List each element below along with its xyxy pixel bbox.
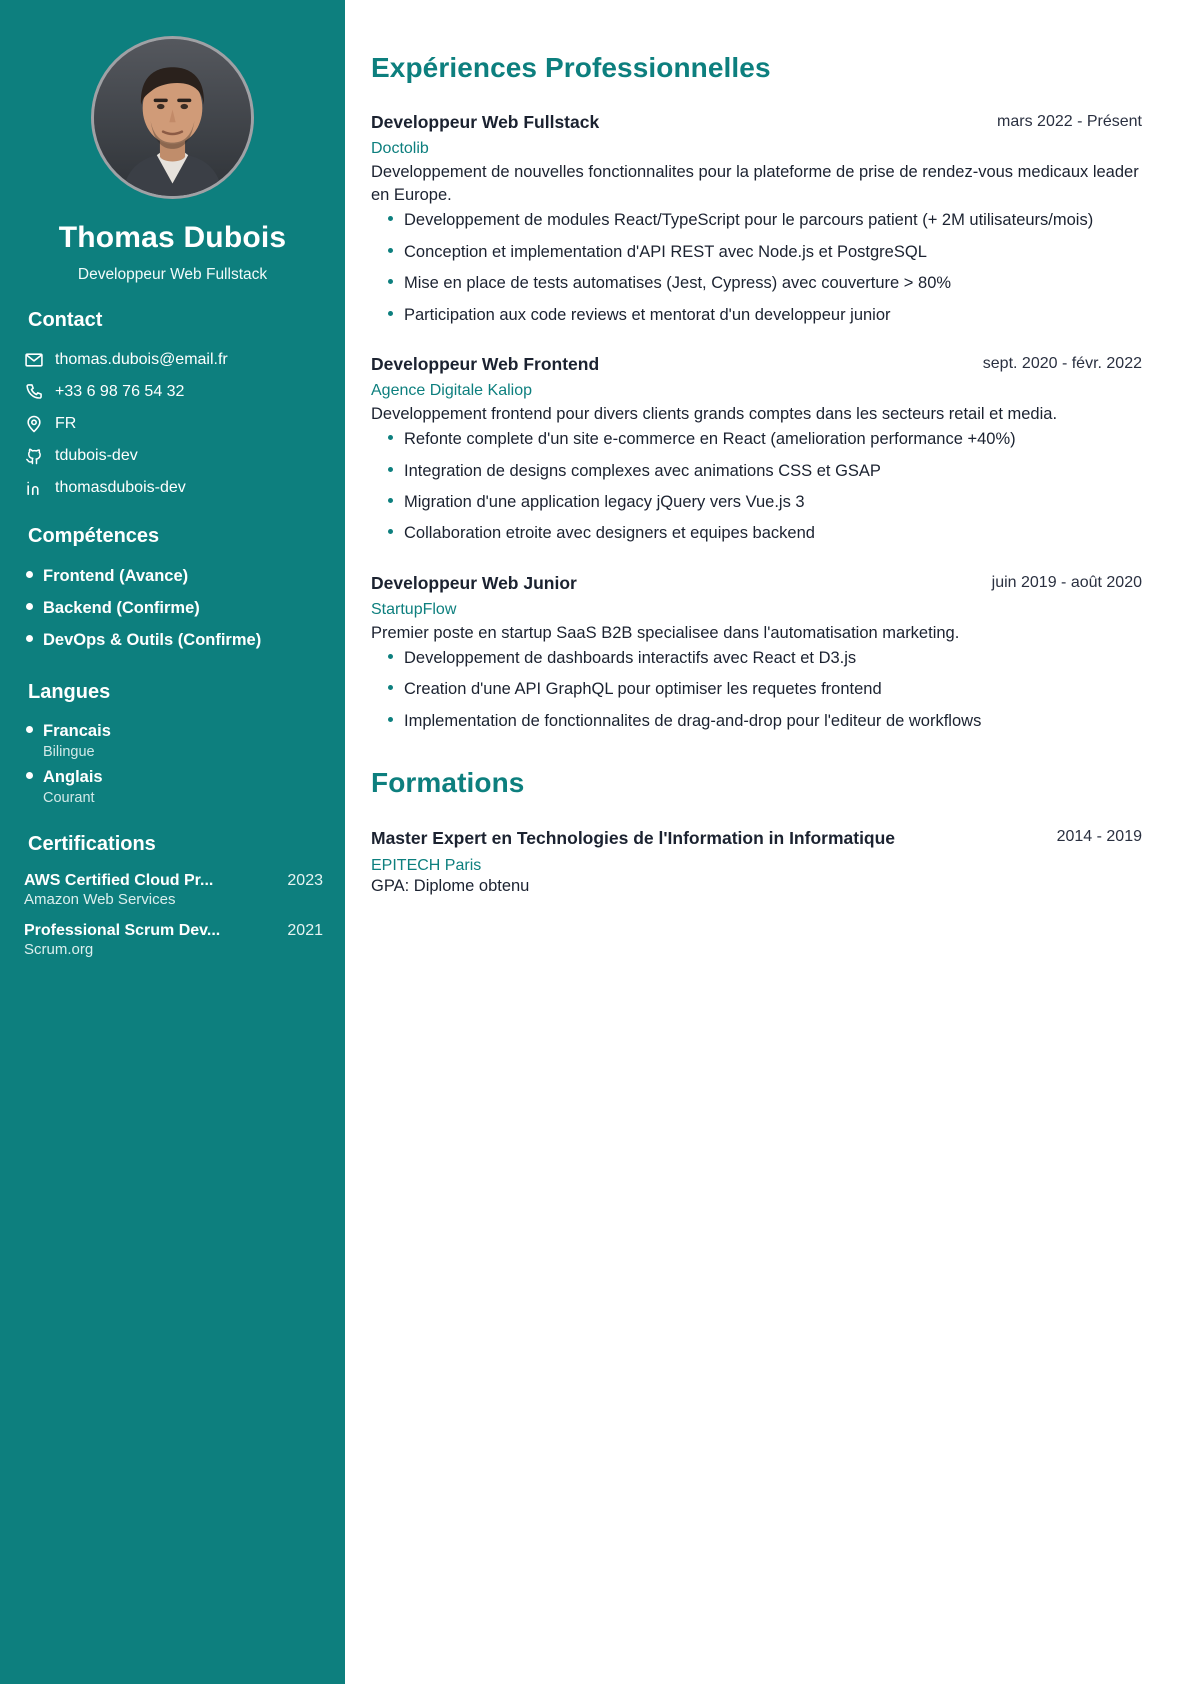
- certification-item: [22, 868, 323, 918]
- languages-heading: Langues: [28, 681, 111, 704]
- skill-label: Backend (Confirme): [43, 598, 200, 617]
- experience-bullet-list: [371, 647, 1142, 733]
- bullet-dot-icon: [26, 772, 33, 779]
- contact-item-email[interactable]: [22, 344, 323, 376]
- profile-name: Thomas Dubois: [58, 221, 287, 254]
- linkedin-icon: [24, 478, 44, 498]
- experience-date: mars 2022 - Présent: [997, 113, 1142, 130]
- experience-bullet: Conception et implementation d'API REST avec Node.js et PostgreSQL: [371, 241, 1142, 264]
- education-organization: EPITECH Paris: [371, 856, 482, 874]
- experience-organization: Doctolib: [371, 139, 429, 157]
- experience-description: Developpement frontend pour divers clients grands comptes dans les secteurs retail et media.: [371, 404, 1058, 423]
- certification-year: 2021: [287, 922, 323, 940]
- experience-date: juin 2019 - août 2020: [991, 573, 1142, 591]
- experience-bullet-list: [371, 209, 1142, 327]
- sidebar: [0, 0, 345, 1684]
- github-icon: [24, 446, 44, 466]
- certification-issuer: Scrum.org: [24, 941, 94, 959]
- profile-photo-wrap: [22, 0, 323, 199]
- contact-item-linkedin[interactable]: [22, 472, 323, 504]
- bullet-dot-icon: [26, 571, 33, 578]
- skill-item: [22, 592, 323, 624]
- skills-heading: Compétences: [28, 524, 160, 547]
- email-icon: [24, 350, 44, 370]
- certification-issuer: Amazon Web Services: [24, 891, 176, 909]
- contact-item-phone[interactable]: [22, 376, 323, 408]
- certification-name: AWS Certified Cloud Pr...: [24, 872, 214, 890]
- language-level: Bilingue: [43, 744, 95, 761]
- certification-header: [24, 872, 323, 890]
- experience-bullet: Implementation de fonctionnalites de drag-and-drop pour l'editeur de workflows: [371, 710, 1142, 733]
- education-header: [371, 826, 1142, 851]
- experience-bullet: Developpement de modules React/TypeScript pour le parcours patient (+ 2M utilisateurs/mois): [371, 209, 1142, 232]
- education-section-title: Formations: [371, 767, 525, 799]
- language-item: [22, 762, 323, 808]
- contact-item-github[interactable]: [22, 440, 323, 472]
- education-entry: [371, 826, 1142, 895]
- bullet-dot-icon: [26, 635, 33, 642]
- contact-value: thomasdubois-dev: [55, 478, 186, 496]
- phone-icon: [24, 382, 44, 402]
- skill-item: [22, 560, 323, 592]
- contact-value: +33 6 98 76 54 32: [55, 382, 185, 400]
- contact-value: FR: [55, 414, 77, 432]
- experience-organization: StartupFlow: [371, 600, 457, 618]
- education-title: Master Expert en Technologies de l'Information in Informatique: [371, 828, 896, 849]
- language-name-row: [26, 768, 323, 787]
- contact-heading: Contact: [28, 308, 103, 331]
- experience-bullet: Participation aux code reviews et mentorat d'un developpeur junior: [371, 304, 1142, 327]
- education-date: 2014 - 2019: [1056, 828, 1142, 846]
- experience-header: [371, 353, 1142, 377]
- experience-title: Developpeur Web Fullstack: [371, 112, 600, 132]
- skill-label: Frontend (Avance): [43, 566, 189, 585]
- experience-bullet-list: [371, 428, 1142, 546]
- certification-name: Professional Scrum Dev...: [24, 922, 221, 940]
- profile-role: Developpeur Web Fullstack: [77, 265, 268, 283]
- language-name: Francais: [43, 722, 111, 741]
- experience-header: [371, 111, 1142, 135]
- avatar: [91, 36, 254, 199]
- experience-description: Developpement de nouvelles fonctionnalites pour la plateforme de prise de rendez-vous medicaux leader en Europe.: [371, 162, 1139, 205]
- skill-label: DevOps & Outils (Confirme): [43, 631, 262, 650]
- experience-date: sept. 2020 - févr. 2022: [982, 355, 1142, 373]
- experience-bullet: Developpement de dashboards interactifs avec React et D3.js: [371, 647, 1142, 670]
- experience-entry: [371, 111, 1142, 327]
- main-content: [345, 0, 1190, 1684]
- experience-entry: [371, 353, 1142, 546]
- experience-entry: [371, 572, 1142, 733]
- experience-bullet: Creation d'une API GraphQL pour optimiser les requetes frontend: [371, 678, 1142, 701]
- experience-title: Developpeur Web Frontend: [371, 354, 600, 375]
- contact-value: thomas.dubois@email.fr: [55, 350, 228, 368]
- language-level: Courant: [43, 790, 95, 807]
- bullet-dot-icon: [26, 726, 33, 733]
- contact-value: tdubois-dev: [55, 446, 138, 464]
- experience-bullet: Mise en place de tests automatises (Jest, Cypress) avec couverture > 80%: [371, 272, 1142, 295]
- experience-section-title: Expériences Professionnelles: [371, 52, 771, 83]
- location-pin-icon: [24, 414, 44, 434]
- contact-list: [22, 344, 323, 504]
- education-detail: GPA: Diplome obtenu: [371, 876, 530, 895]
- skills-list: [22, 560, 323, 657]
- experience-bullet: Integration de designs complexes avec animations CSS et GSAP: [371, 460, 1142, 483]
- bullet-dot-icon: [26, 603, 33, 610]
- certification-item: [22, 918, 323, 968]
- experience-header: [371, 572, 1142, 596]
- experience-bullet: Refonte complete d'un site e-commerce en React (amelioration performance +40%): [371, 428, 1142, 451]
- experience-bullet: Migration d'une application legacy jQuery vers Vue.js 3: [371, 491, 1142, 514]
- contact-item-location[interactable]: [22, 408, 323, 440]
- experience-organization: Agence Digitale Kaliop: [371, 381, 532, 399]
- experience-bullet: Collaboration etroite avec designers et equipes backend: [371, 522, 1142, 545]
- skill-item: [22, 624, 323, 656]
- certifications-heading: Certifications: [28, 833, 156, 856]
- certification-header: [24, 922, 323, 940]
- experience-title: Developpeur Web Junior: [371, 572, 577, 593]
- language-item: [22, 716, 323, 762]
- language-name: Anglais: [43, 768, 103, 787]
- certification-year: 2023: [287, 872, 323, 890]
- experience-description: Premier poste en startup SaaS B2B specialisee dans l'automatisation marketing.: [371, 623, 960, 642]
- language-name-row: [26, 722, 323, 741]
